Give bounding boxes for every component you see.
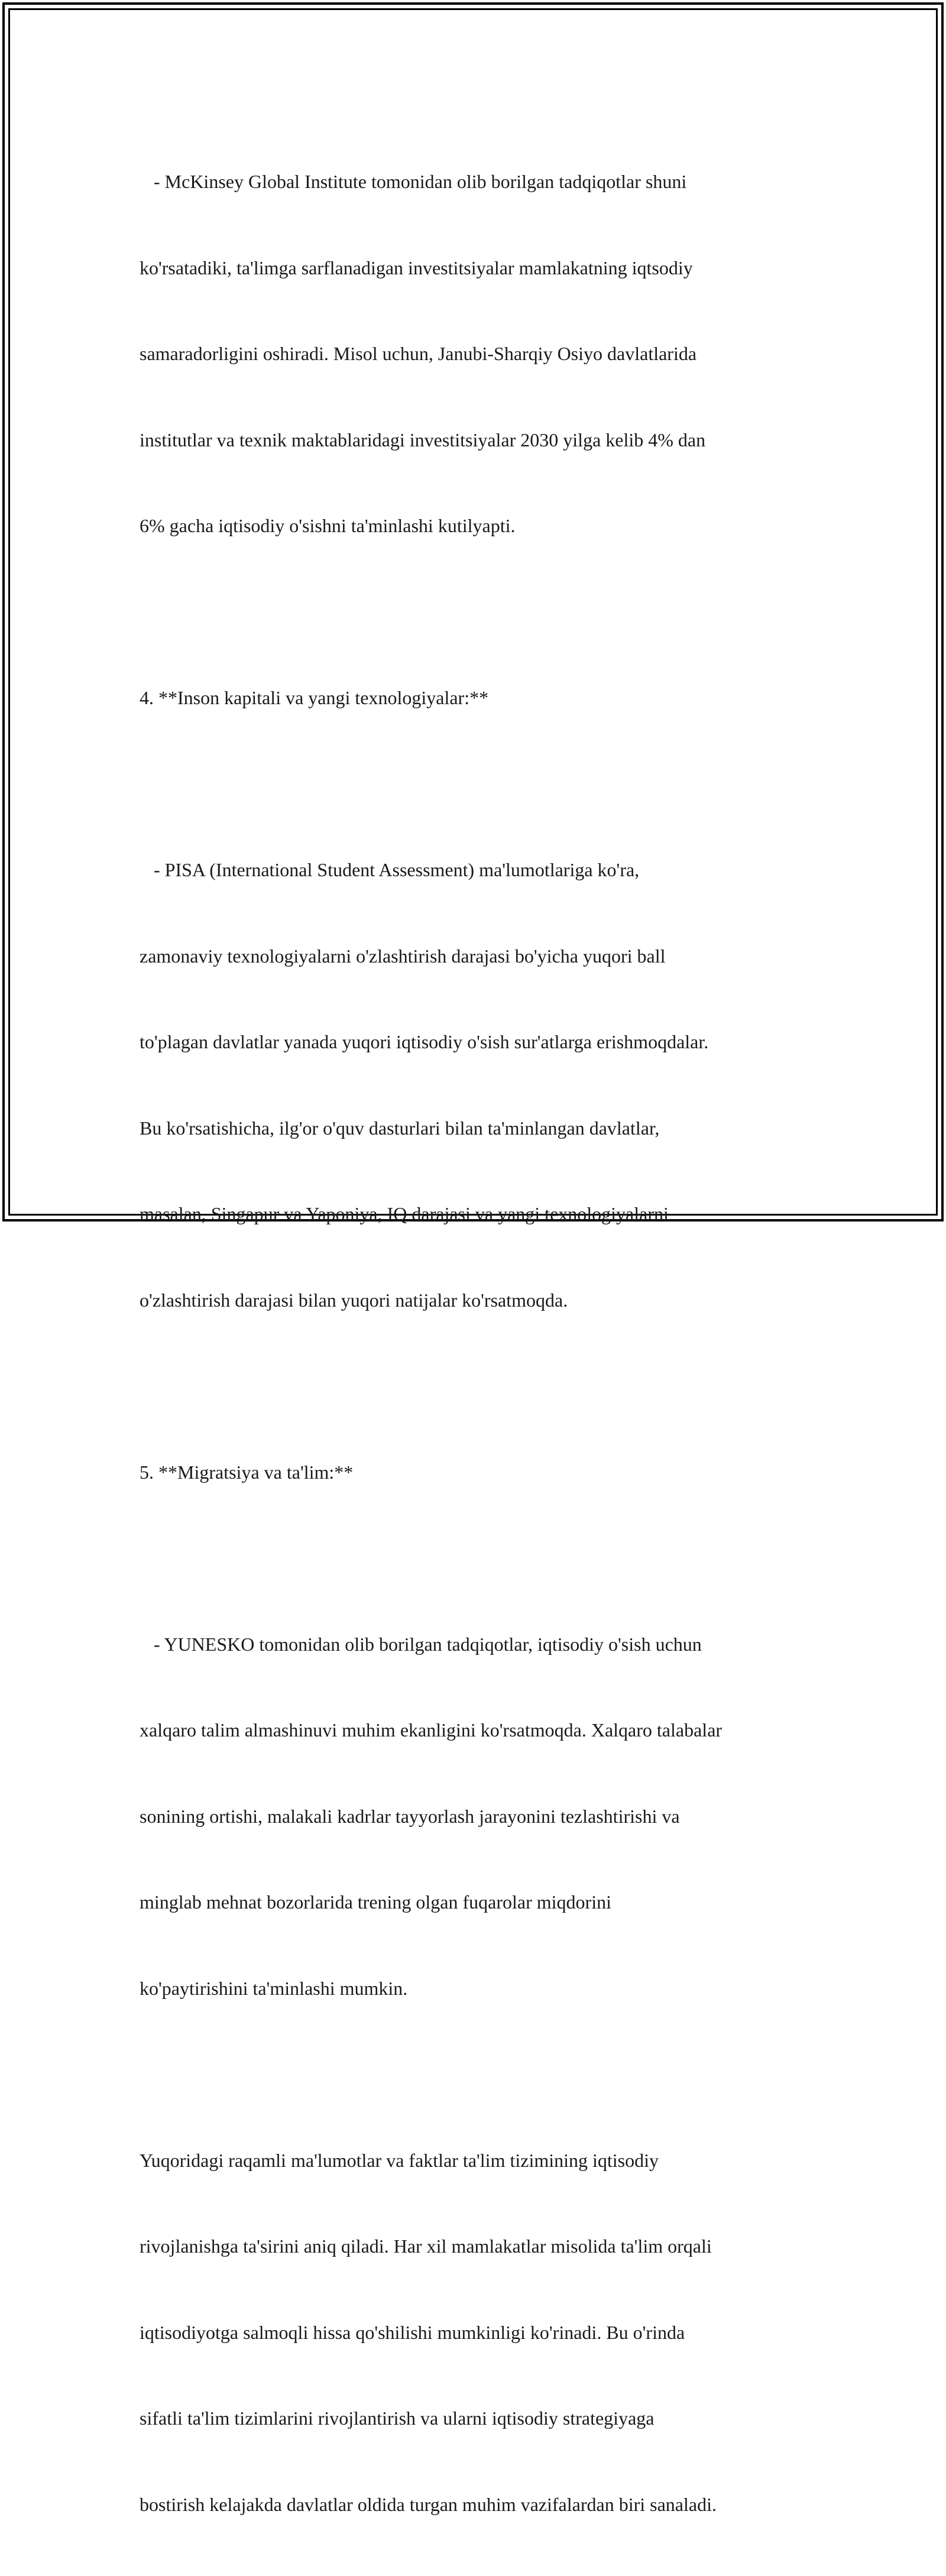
- text-line: minglab mehnat bozorlarida trening olgan fuqarolar miqdorini: [140, 1888, 819, 1917]
- text-line: samaradorligini oshiradi. Misol uchun, Janubi-Sharqiy Osiyo davlatlarida: [140, 339, 819, 368]
- paragraph-yunesko: [140, 1573, 819, 2060]
- text-line: ko'paytirishini ta'minlashi mumkin.: [140, 1974, 819, 2003]
- text-line: ko'rsatadiki, ta'limga sarflanadigan investitsiyalar mamlakatning iqtsodiy: [140, 254, 819, 283]
- text-line: institutlar va texnik maktablaridagi investitsiyalar 2030 yilga kelib 4% dan: [140, 426, 819, 455]
- text-line: zamonaviy texnologiyalarni o'zlashtirish darajasi bo'yicha yuqori ball: [140, 942, 819, 971]
- text-line: bostirish kelajakda davlatlar oldida turgan muhim vazifalardan biri sanaladi.: [140, 2490, 819, 2519]
- text-line: rivojlanishga ta'sirini aniq qiladi. Har xil mamlakatlar misolida ta'lim orqali: [140, 2232, 819, 2261]
- text-line: - YUNESKO tomonidan olib borilgan tadqiqotlar, iqtisodiy o'sish uchun: [140, 1630, 819, 1659]
- section-heading-4: [140, 626, 819, 770]
- section-heading-5: [140, 1401, 819, 1544]
- paragraph-conclusion: [140, 2089, 819, 2576]
- document-body: [140, 110, 819, 2576]
- text-line: iqtisodiyotga salmoqli hissa qo'shilishi mumkinligi ko'rinadi. Bu o'rinda: [140, 2318, 819, 2347]
- text-line: xalqaro talim almashinuvi muhim ekanligini ko'rsatmoqda. Xalqaro talabalar: [140, 1716, 819, 1745]
- text-line: Yuqoridagi raqamli ma'lumotlar va faktlar ta'lim tizimining iqtisodiy: [140, 2146, 819, 2175]
- text-line: sifatli ta'lim tizimlarini rivojlantirish va ularni iqtisodiy strategiyaga: [140, 2404, 819, 2433]
- text-line: 6% gacha iqtisodiy o'sishni ta'minlashi kutilyapti.: [140, 511, 819, 540]
- paragraph-mckinsey: [140, 110, 819, 598]
- heading-line: 4. **Inson kapitali va yangi texnologiyalar:**: [140, 683, 819, 712]
- heading-line: 5. **Migratsiya va ta'lim:**: [140, 1458, 819, 1487]
- paragraph-pisa: [140, 798, 819, 1372]
- text-line: o'zlashtirish darajasi bilan yuqori natijalar ko'rsatmoqda.: [140, 1286, 819, 1315]
- text-line: to'plagan davlatlar yanada yuqori iqtisodiy o'sish sur'atlarga erishmoqdalar.: [140, 1028, 819, 1057]
- text-line: sonining ortishi, malakali kadrlar tayyorlash jarayonini tezlashtirishi va: [140, 1802, 819, 1831]
- text-line: - PISA (International Student Assessment) ma'lumotlariga ko'ra,: [140, 856, 819, 884]
- text-line: Bu ko'rsatishicha, ilg'or o'quv dasturlari bilan ta'minlangan davlatlar,: [140, 1114, 819, 1143]
- text-line: masalan, Singapur va Yaponiya, IQ darajasi va yangi texnologiyalarni: [140, 1200, 819, 1229]
- text-line: - McKinsey Global Institute tomonidan olib borilgan tadqiqotlar shuni: [140, 167, 819, 196]
